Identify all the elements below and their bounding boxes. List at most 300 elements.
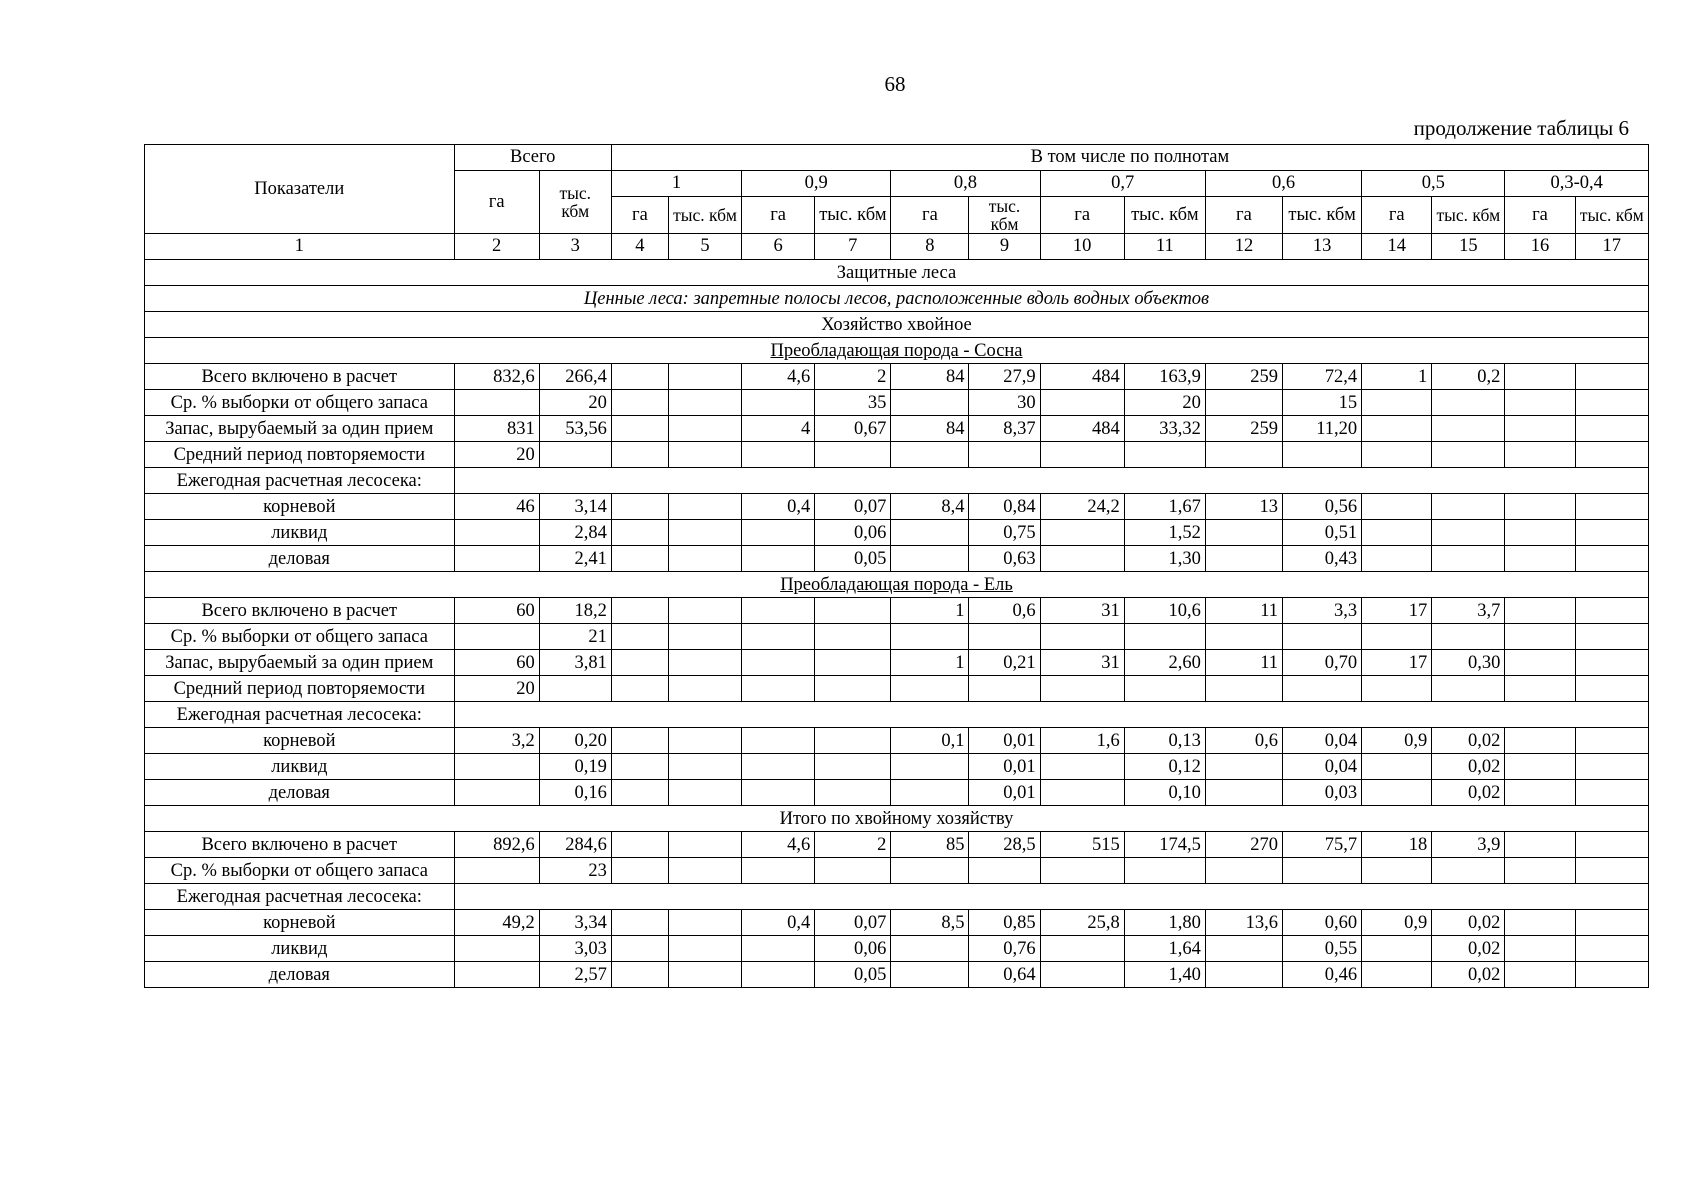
table-cell: 0,43 <box>1283 546 1362 572</box>
table-cell <box>1575 858 1648 884</box>
table-cell: 0,21 <box>969 650 1040 676</box>
header-density: 0,7 <box>1040 171 1205 197</box>
table-cell <box>668 494 741 520</box>
table-cell: 31 <box>1040 650 1124 676</box>
table-cell: 1,40 <box>1124 962 1205 988</box>
table-cell <box>1124 676 1205 702</box>
table-cell: 0,84 <box>969 494 1040 520</box>
table-row <box>145 962 1649 988</box>
table-row <box>145 598 1649 624</box>
row-label: Запас, вырубаемый за один прием <box>145 650 455 676</box>
header-by-density: В том числе по полнотам <box>611 145 1648 171</box>
table-cell <box>611 364 668 390</box>
table-cell <box>1505 754 1575 780</box>
table-cell: 3,7 <box>1432 598 1505 624</box>
row-label: Средний период повторяемости <box>145 442 455 468</box>
table-cell <box>454 546 539 572</box>
section-row <box>145 286 1649 312</box>
table-cell: 0,10 <box>1124 780 1205 806</box>
table-cell: 0,4 <box>742 494 815 520</box>
table-row <box>145 702 1649 728</box>
column-number: 1 <box>145 234 455 260</box>
table-cell <box>742 390 815 416</box>
table-cell: 259 <box>1205 416 1282 442</box>
table-cell: 0,13 <box>1124 728 1205 754</box>
table-cell: 0,06 <box>815 936 891 962</box>
table-row <box>145 364 1649 390</box>
table-row <box>145 728 1649 754</box>
table-row <box>145 884 1649 910</box>
table-cell: 2,41 <box>539 546 611 572</box>
table-cell: 0,67 <box>815 416 891 442</box>
row-label: Ср. % выборки от общего запаса <box>145 858 455 884</box>
header-ha: га <box>1362 197 1432 234</box>
header-density: 0,5 <box>1362 171 1505 197</box>
table-cell: 484 <box>1040 416 1124 442</box>
table-cell: 2,84 <box>539 520 611 546</box>
row-label: Всего включено в расчет <box>145 832 455 858</box>
header-ha: га <box>1040 197 1124 234</box>
table-cell: 25,8 <box>1040 910 1124 936</box>
table-cell: 30 <box>969 390 1040 416</box>
table-row <box>145 520 1649 546</box>
table-cell <box>1575 390 1648 416</box>
table-cell: 3,3 <box>1283 598 1362 624</box>
table-cell <box>668 962 741 988</box>
table-cell <box>815 780 891 806</box>
table-cell: 35 <box>815 390 891 416</box>
table-cell: 0,56 <box>1283 494 1362 520</box>
table-cell <box>1040 780 1124 806</box>
table-cell <box>1575 494 1648 520</box>
table-cell: 0,03 <box>1283 780 1362 806</box>
table-cell: 832,6 <box>454 364 539 390</box>
table-cell <box>1362 546 1432 572</box>
section-title <box>145 806 1649 832</box>
table-cell: 4,6 <box>742 832 815 858</box>
header-total: Всего <box>454 145 611 171</box>
header-density: 0,9 <box>742 171 891 197</box>
table-cell <box>815 624 891 650</box>
row-label: деловая <box>145 780 455 806</box>
table-cell: 20 <box>1124 390 1205 416</box>
table-cell: 0,02 <box>1432 780 1505 806</box>
empty-cell <box>454 884 1648 910</box>
table-cell <box>1362 936 1432 962</box>
table-cell: 0,04 <box>1283 728 1362 754</box>
table-row <box>145 468 1649 494</box>
table-cell <box>1205 780 1282 806</box>
table-cell <box>1505 780 1575 806</box>
table-cell: 0,02 <box>1432 754 1505 780</box>
table-cell: 46 <box>454 494 539 520</box>
table-cell: 259 <box>1205 364 1282 390</box>
table-cell <box>891 676 969 702</box>
table-cell <box>1505 546 1575 572</box>
table-cell <box>1505 728 1575 754</box>
table-cell: 1,80 <box>1124 910 1205 936</box>
table-cell <box>1040 390 1124 416</box>
section-row <box>145 806 1649 832</box>
table-cell <box>454 390 539 416</box>
table-cell: 17 <box>1362 598 1432 624</box>
section-title-text: Защитные леса <box>836 262 957 283</box>
table-cell: 53,56 <box>539 416 611 442</box>
table-cell: 13,6 <box>1205 910 1282 936</box>
table-cell: 72,4 <box>1283 364 1362 390</box>
table-row <box>145 442 1649 468</box>
table-cell <box>668 546 741 572</box>
table-cell <box>1575 650 1648 676</box>
table-cell <box>1575 936 1648 962</box>
table-cell <box>1205 754 1282 780</box>
page-number: 68 <box>884 72 906 96</box>
table-cell <box>815 728 891 754</box>
table-cell <box>891 546 969 572</box>
table-cell <box>1432 520 1505 546</box>
table-cell <box>668 650 741 676</box>
table-cell <box>1124 442 1205 468</box>
table-cell <box>1362 962 1432 988</box>
section-title-text: Итого по хвойному хозяйству <box>779 808 1014 829</box>
table-cell <box>668 858 741 884</box>
table-cell <box>1575 442 1648 468</box>
header-ha: га <box>611 197 668 234</box>
table-cell <box>1505 936 1575 962</box>
table-row <box>145 910 1649 936</box>
table-cell <box>891 442 969 468</box>
table-cell: 1,30 <box>1124 546 1205 572</box>
table-cell: 0,07 <box>815 494 891 520</box>
table-cell <box>742 962 815 988</box>
column-number: 8 <box>891 234 969 260</box>
table-cell <box>1362 494 1432 520</box>
table-cell: 0,64 <box>969 962 1040 988</box>
table-cell: 85 <box>891 832 969 858</box>
table-cell <box>668 364 741 390</box>
table-cell <box>1283 442 1362 468</box>
table-cell: 0,06 <box>815 520 891 546</box>
table-cell: 20 <box>454 442 539 468</box>
table-cell: 0,04 <box>1283 754 1362 780</box>
header-tys-kbm: тыс. кбм <box>1575 197 1648 234</box>
table-cell <box>742 650 815 676</box>
table-cell <box>1362 416 1432 442</box>
table-cell <box>668 936 741 962</box>
header-tys-kbm: тыс. кбм <box>969 197 1040 234</box>
table-cell <box>668 390 741 416</box>
row-label: корневой <box>145 728 455 754</box>
table-cell: 11,20 <box>1283 416 1362 442</box>
table-cell <box>1505 962 1575 988</box>
row-label: Запас, вырубаемый за один прием <box>145 416 455 442</box>
table-cell <box>454 520 539 546</box>
table-cell: 8,37 <box>969 416 1040 442</box>
table-cell <box>454 780 539 806</box>
table-cell <box>742 780 815 806</box>
column-number: 2 <box>454 234 539 260</box>
table-cell <box>1040 754 1124 780</box>
table-cell <box>454 624 539 650</box>
table-row <box>145 780 1649 806</box>
header-tys-kbm: тыс. кбм <box>539 171 611 234</box>
table-cell: 0,1 <box>891 728 969 754</box>
table-cell: 0,30 <box>1432 650 1505 676</box>
table-cell <box>1205 858 1282 884</box>
table-cell: 0,01 <box>969 754 1040 780</box>
table-cell: 0,75 <box>969 520 1040 546</box>
table-cell: 60 <box>454 650 539 676</box>
table-row <box>145 546 1649 572</box>
table-cell: 0,76 <box>969 936 1040 962</box>
table-cell <box>1432 442 1505 468</box>
table-cell: 284,6 <box>539 832 611 858</box>
table-cell <box>1283 858 1362 884</box>
table-cell: 33,32 <box>1124 416 1205 442</box>
table-cell <box>668 754 741 780</box>
table-cell <box>668 598 741 624</box>
table-row <box>145 624 1649 650</box>
row-label: корневой <box>145 494 455 520</box>
forest-table <box>144 144 1649 988</box>
table-cell <box>1575 624 1648 650</box>
header-ha: га <box>1205 197 1282 234</box>
column-number: 3 <box>539 234 611 260</box>
column-number: 16 <box>1505 234 1575 260</box>
table-cell: 0,05 <box>815 546 891 572</box>
table-cell <box>1505 650 1575 676</box>
table-cell <box>668 676 741 702</box>
table-cell <box>891 624 969 650</box>
table-cell: 0,02 <box>1432 962 1505 988</box>
row-label: ликвид <box>145 754 455 780</box>
table-cell: 0,63 <box>969 546 1040 572</box>
table-cell <box>742 936 815 962</box>
table-cell <box>668 728 741 754</box>
table-cell: 17 <box>1362 650 1432 676</box>
table-cell: 3,9 <box>1432 832 1505 858</box>
table-cell: 0,05 <box>815 962 891 988</box>
table-row <box>145 390 1649 416</box>
column-number: 13 <box>1283 234 1362 260</box>
table-cell: 484 <box>1040 364 1124 390</box>
column-number: 7 <box>815 234 891 260</box>
table-cell <box>611 858 668 884</box>
column-number: 4 <box>611 234 668 260</box>
table-cell <box>1205 676 1282 702</box>
row-label: Всего включено в расчет <box>145 598 455 624</box>
column-number: 17 <box>1575 234 1648 260</box>
row-label: Средний период повторяемости <box>145 676 455 702</box>
table-cell: 4,6 <box>742 364 815 390</box>
table-cell <box>742 442 815 468</box>
table-cell <box>611 624 668 650</box>
column-number: 15 <box>1432 234 1505 260</box>
table-cell <box>1283 676 1362 702</box>
table-cell: 0,6 <box>1205 728 1282 754</box>
table-cell <box>611 390 668 416</box>
table-cell: 18 <box>1362 832 1432 858</box>
table-cell <box>611 650 668 676</box>
table-cell <box>1505 442 1575 468</box>
table-cell: 27,9 <box>969 364 1040 390</box>
table-cell: 31 <box>1040 598 1124 624</box>
table-row <box>145 650 1649 676</box>
header-density: 0,6 <box>1205 171 1361 197</box>
header-ha: га <box>1505 197 1575 234</box>
table-cell: 0,19 <box>539 754 611 780</box>
table-cell <box>611 910 668 936</box>
table-cell: 84 <box>891 364 969 390</box>
table-cell <box>815 676 891 702</box>
table-cell <box>742 754 815 780</box>
table-cell <box>1205 546 1282 572</box>
table-cell <box>611 520 668 546</box>
table-cell: 49,2 <box>454 910 539 936</box>
table-cell: 0,02 <box>1432 910 1505 936</box>
table-cell <box>1575 546 1648 572</box>
table-cell <box>1505 520 1575 546</box>
table-cell <box>668 832 741 858</box>
table-cell: 270 <box>1205 832 1282 858</box>
table-cell <box>1505 910 1575 936</box>
table-cell <box>1040 442 1124 468</box>
table-cell: 2 <box>815 364 891 390</box>
table-cell <box>1505 598 1575 624</box>
table-cell <box>1432 546 1505 572</box>
column-number: 5 <box>668 234 741 260</box>
header-tys-kbm: тыс. кбм <box>815 197 891 234</box>
section-title <box>145 338 1649 364</box>
table-cell: 10,6 <box>1124 598 1205 624</box>
table-cell <box>1575 728 1648 754</box>
section-title-text: Преобладающая порода - Ель <box>780 574 1013 595</box>
table-cell <box>1362 624 1432 650</box>
table-cell: 28,5 <box>969 832 1040 858</box>
table-cell: 0,4 <box>742 910 815 936</box>
table-cell: 3,14 <box>539 494 611 520</box>
section-title <box>145 572 1649 598</box>
table-cell <box>611 936 668 962</box>
table-cell <box>1040 624 1124 650</box>
column-number: 12 <box>1205 234 1282 260</box>
table-cell: 8,5 <box>891 910 969 936</box>
table-cell <box>1505 624 1575 650</box>
table-cell <box>1124 858 1205 884</box>
table-cell <box>1205 390 1282 416</box>
header-tys-kbm: тыс. кбм <box>1432 197 1505 234</box>
table-row <box>145 754 1649 780</box>
table-cell <box>742 546 815 572</box>
row-label: Ежегодная расчетная лесосека: <box>145 702 455 728</box>
table-cell: 23 <box>539 858 611 884</box>
table-cell <box>1575 598 1648 624</box>
table-cell: 2,57 <box>539 962 611 988</box>
table-cell <box>1362 390 1432 416</box>
table-cell: 1,6 <box>1040 728 1124 754</box>
table-caption: продолжение таблицы 6 <box>1413 116 1629 140</box>
table-cell <box>668 520 741 546</box>
table-cell <box>1505 494 1575 520</box>
column-number: 9 <box>969 234 1040 260</box>
column-numbers-row <box>145 234 1649 260</box>
header-density: 0,8 <box>891 171 1040 197</box>
table-cell <box>454 936 539 962</box>
table-cell: 11 <box>1205 598 1282 624</box>
table-cell <box>1575 676 1648 702</box>
table-cell <box>1432 494 1505 520</box>
table-cell: 174,5 <box>1124 832 1205 858</box>
table-cell: 163,9 <box>1124 364 1205 390</box>
section-title <box>145 260 1649 286</box>
table-cell: 0,51 <box>1283 520 1362 546</box>
section-title-text: Ценные леса: запретные полосы лесов, расположенные вдоль водных объектов <box>583 288 1210 309</box>
row-label: деловая <box>145 962 455 988</box>
table-cell <box>1575 910 1648 936</box>
table-cell: 15 <box>1283 390 1362 416</box>
column-number: 10 <box>1040 234 1124 260</box>
table-cell <box>668 780 741 806</box>
table-cell: 3,34 <box>539 910 611 936</box>
table-cell: 0,46 <box>1283 962 1362 988</box>
table-cell <box>815 754 891 780</box>
row-label: ликвид <box>145 520 455 546</box>
table-cell: 0,9 <box>1362 728 1432 754</box>
table-cell <box>1040 936 1124 962</box>
table-cell <box>815 650 891 676</box>
table-cell <box>1432 624 1505 650</box>
section-title-text: Преобладающая порода - Сосна <box>770 340 1023 361</box>
header-tys-kbm: тыс. кбм <box>1124 197 1205 234</box>
table-cell <box>891 520 969 546</box>
table-cell <box>611 546 668 572</box>
row-label: ликвид <box>145 936 455 962</box>
section-title <box>145 312 1649 338</box>
row-label: Ежегодная расчетная лесосека: <box>145 468 455 494</box>
table-cell <box>742 598 815 624</box>
table-row <box>145 858 1649 884</box>
table-cell: 13 <box>1205 494 1282 520</box>
table-cell: 1 <box>891 598 969 624</box>
table-cell: 0,07 <box>815 910 891 936</box>
table-cell: 21 <box>539 624 611 650</box>
table-cell <box>969 676 1040 702</box>
table-row <box>145 676 1649 702</box>
table-cell: 11 <box>1205 650 1282 676</box>
table-cell <box>1205 936 1282 962</box>
section-row <box>145 338 1649 364</box>
table-cell <box>1040 546 1124 572</box>
table-cell <box>611 728 668 754</box>
table-cell <box>1575 416 1648 442</box>
row-label: деловая <box>145 546 455 572</box>
table-cell: 515 <box>1040 832 1124 858</box>
section-title <box>145 286 1649 312</box>
table-cell: 1 <box>891 650 969 676</box>
column-number: 6 <box>742 234 815 260</box>
table-cell <box>454 858 539 884</box>
table-cell <box>891 962 969 988</box>
table-cell: 3,03 <box>539 936 611 962</box>
table-cell <box>1124 624 1205 650</box>
table-cell: 1,64 <box>1124 936 1205 962</box>
table-cell <box>815 442 891 468</box>
table-cell <box>1575 754 1648 780</box>
table-cell <box>539 442 611 468</box>
table-cell <box>742 520 815 546</box>
header-ha: га <box>742 197 815 234</box>
table-cell: 20 <box>539 390 611 416</box>
